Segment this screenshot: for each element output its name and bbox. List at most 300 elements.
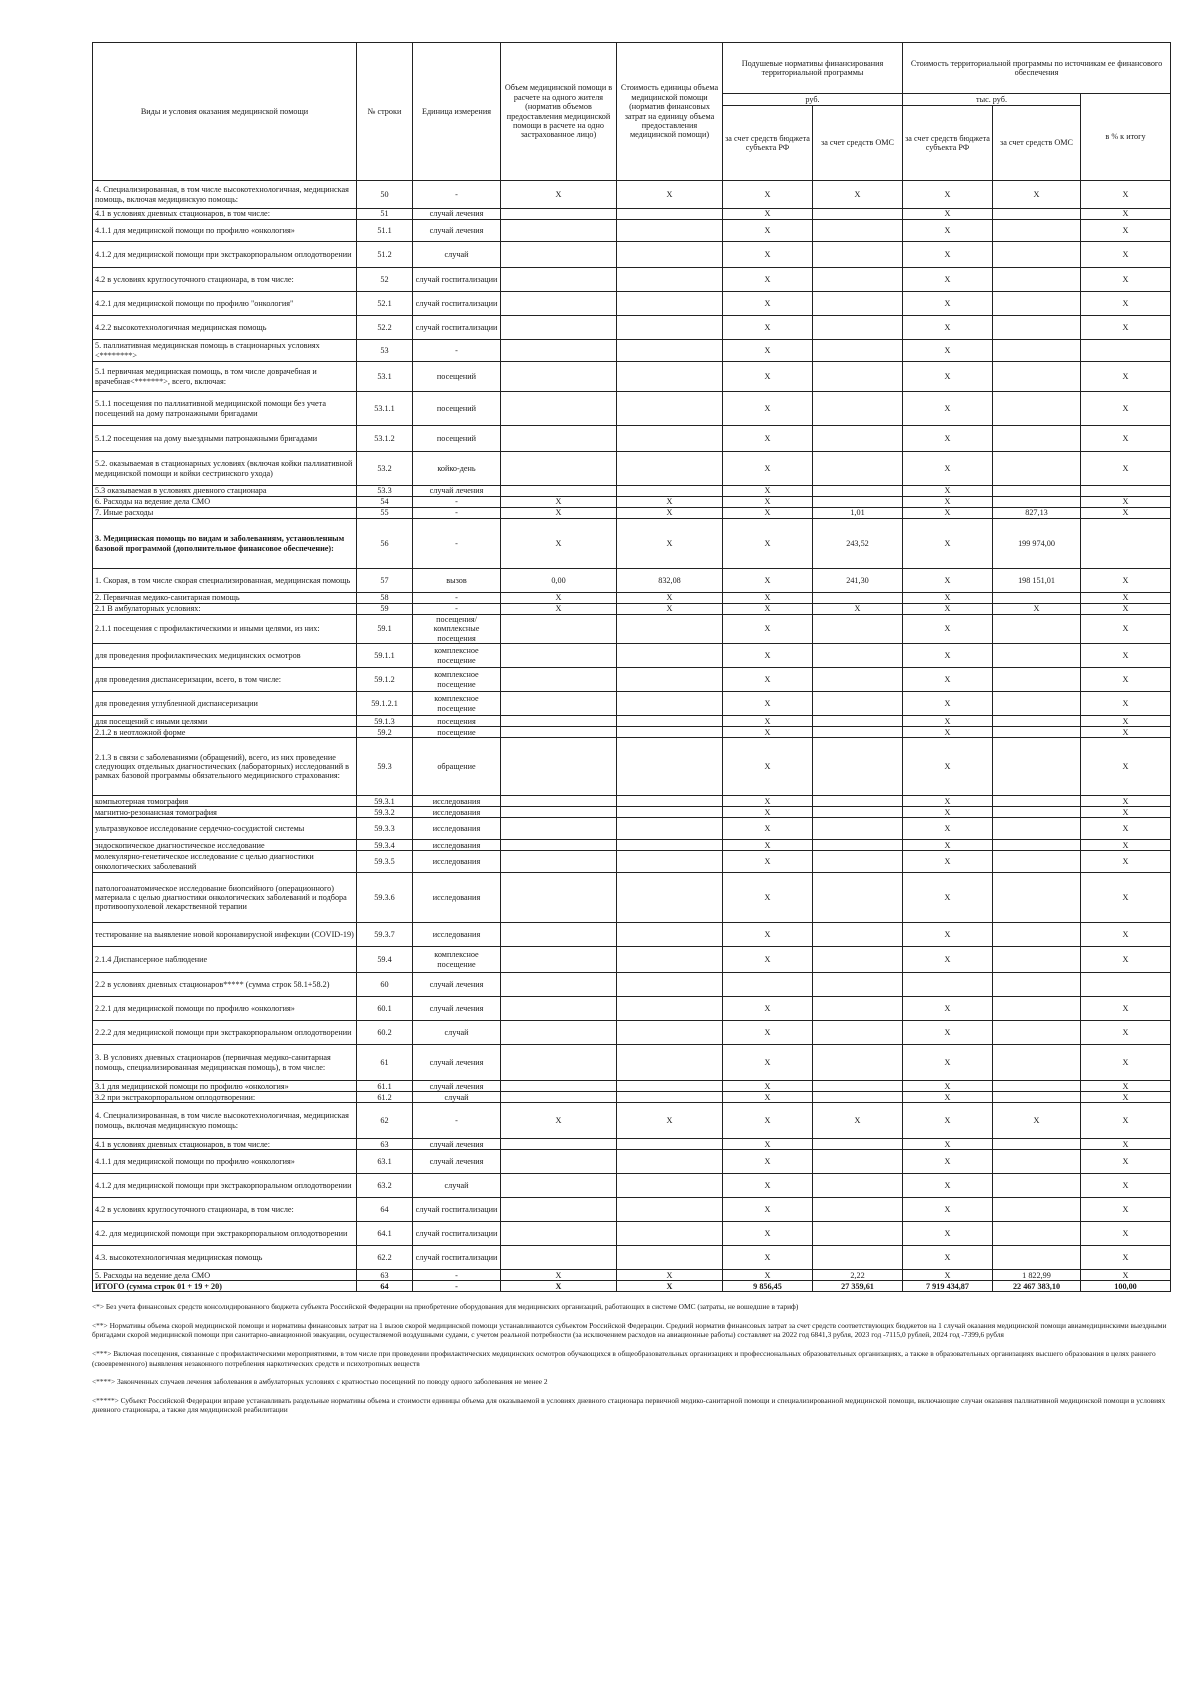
table-row [93,1270,1171,1281]
row-percent: X [1081,1150,1171,1174]
row-cost-oms [993,362,1081,392]
row-percent: X [1081,644,1171,668]
row-cost-budget: X [903,292,993,316]
row-cost-budget: X [903,923,993,947]
header-row-number: № строки [357,43,413,181]
row-norm-oms [813,426,903,452]
table-row [93,818,1171,840]
table-row [93,796,1171,807]
row-unit-cost [617,973,723,997]
row-unit-cost [617,727,723,738]
table-row [93,615,1171,644]
header-unit: Единица измерения [413,43,501,181]
row-unit-cost [617,668,723,692]
row-unit: - [413,508,501,519]
row-unit-cost [617,242,723,268]
row-unit-cost [617,362,723,392]
row-norm-budget: X [723,923,813,947]
row-norm-budget: X [723,668,813,692]
row-name: для проведения профилактических медицинских осмотров [93,644,357,668]
row-unit-cost: X [617,593,723,604]
row-percent: X [1081,807,1171,818]
row-unit: случай госпитализации [413,292,501,316]
row-cost-budget [903,973,993,997]
row-cost-oms [993,268,1081,292]
row-volume: X [501,497,617,508]
header-cost-oms: за счет средств ОМС [993,106,1081,181]
table-row [93,1174,1171,1198]
row-percent: X [1081,1045,1171,1081]
footnote: <*****> Субъект Российской Федерации вправе устанавливать раздельные нормативы объема и стоимости единицы объема для оказываемой в условиях дневного стационара первичной медико-санитарной помощи и специализированной медицинской помощи, включающие случаи оказания паллиативной медицинской помощи в условиях дневного стационара, а также для медицинской реабилитации [92,1395,1166,1415]
row-norm-oms [813,668,903,692]
row-number: 59.3.5 [357,851,413,873]
row-unit-cost [617,796,723,807]
row-name: 2.1.2 в неотложной форме [93,727,357,738]
row-name: для посещений с иными целями [93,716,357,727]
row-norm-budget: X [723,268,813,292]
row-number: 50 [357,181,413,209]
row-unit-cost: X [617,1281,723,1292]
row-cost-oms [993,392,1081,426]
row-unit-cost [617,807,723,818]
row-percent: X [1081,569,1171,593]
row-name: 7. Иные расходы [93,508,357,519]
row-unit: случай госпитализации [413,316,501,340]
row-unit-cost [617,1246,723,1270]
row-volume: X [501,508,617,519]
row-unit: случай лечения [413,997,501,1021]
row-cost-oms [993,486,1081,497]
row-number: 63 [357,1270,413,1281]
table-row [93,209,1171,220]
row-unit: вызов [413,569,501,593]
row-cost-budget: X [903,392,993,426]
row-volume [501,486,617,497]
row-number: 54 [357,497,413,508]
row-cost-oms [993,738,1081,796]
row-cost-oms [993,997,1081,1021]
row-name: 3. В условиях дневных стационаров (первичная медико-санитарная помощь, специализированная медицинская помощь), в том числе: [93,1045,357,1081]
row-norm-budget: X [723,242,813,268]
table-row [93,486,1171,497]
row-volume: X [501,1103,617,1139]
row-unit-cost [617,1092,723,1103]
row-number: 52 [357,268,413,292]
table-row [93,1092,1171,1103]
row-norm-oms [813,873,903,923]
row-cost-budget: X [903,316,993,340]
row-volume [501,1139,617,1150]
row-percent: X [1081,209,1171,220]
row-norm-budget: X [723,604,813,615]
footnote: <**> Нормативы объема скорой медицинской помощи и нормативы финансовых затрат на 1 вызов скорой медицинской помощи устанавливаются субъектом Российской Федерации. Средний норматив финансовых затрат за счет средств соответствующих бюджетов на 1 случай оказания медицинской помощи авиамедицинскими выездными бригадами скорой медицинской помощи при санитарно-авиационной эвакуации, осуществляемой воздушными судами, с учетом реальной потребности (за исключением расходов на авиационные работы) составляет на 2022 год 6841,3 рубля, 2023 год -7115,0 рублей, 2024 год -7399,6 рубля [92,1320,1167,1340]
row-name: 4.2.1 для медицинской помощи по профилю "онкология" [93,292,357,316]
row-norm-budget: X [723,807,813,818]
row-unit: случай госпитализации [413,1222,501,1246]
row-norm-budget: X [723,1270,813,1281]
row-norm-oms [813,1150,903,1174]
row-number: 51.1 [357,220,413,242]
row-percent: X [1081,796,1171,807]
row-number: 64.1 [357,1222,413,1246]
row-cost-budget: X [903,1139,993,1150]
row-norm-oms [813,716,903,727]
row-unit: случай лечения [413,220,501,242]
row-percent [1081,340,1171,362]
row-number: 59.3.6 [357,873,413,923]
table-row [93,392,1171,426]
row-cost-budget: X [903,1174,993,1198]
row-number: 60.1 [357,997,413,1021]
row-cost-budget: X [903,519,993,569]
row-volume [501,209,617,220]
row-norm-oms [813,593,903,604]
row-norm-budget: X [723,519,813,569]
row-cost-budget: X [903,242,993,268]
table-row [93,692,1171,716]
row-cost-budget: X [903,340,993,362]
row-name: 2.1.3 в связи с заболеваниями (обращений), всего, из них проведение следующих отдельных диагностических (лабораторных) исследований в рамках базовой программы обязательного медицинского страхования: [93,738,357,796]
row-percent: X [1081,604,1171,615]
row-number: 53.1.1 [357,392,413,426]
row-norm-budget: X [723,569,813,593]
row-norm-budget: X [723,452,813,486]
row-cost-budget: X [903,497,993,508]
row-name: 5.3 оказываемая в условиях дневного стационара [93,486,357,497]
row-percent: X [1081,452,1171,486]
row-unit: случай лечения [413,486,501,497]
row-cost-oms [993,873,1081,923]
row-norm-budget: X [723,644,813,668]
row-cost-oms [993,426,1081,452]
table-row [93,973,1171,997]
row-name: 5.2. оказываемая в стационарных условиях (включая койки паллиативной медицинской помощи и койки сестринского ухода) [93,452,357,486]
row-unit-cost: X [617,497,723,508]
row-name: 4.1.2 для медицинской помощи при экстракорпоральном оплодотворении [93,242,357,268]
row-norm-budget: X [723,209,813,220]
row-percent: X [1081,716,1171,727]
row-unit: исследования [413,796,501,807]
row-unit-cost [617,851,723,873]
row-name: 2.1.4 Диспансерное наблюдение [93,947,357,973]
row-unit: комплексное посещение [413,668,501,692]
row-volume [501,873,617,923]
row-cost-oms [993,1222,1081,1246]
row-cost-budget: X [903,209,993,220]
row-unit-cost: X [617,1270,723,1281]
row-cost-budget: X [903,851,993,873]
row-volume [501,1246,617,1270]
table-row [93,508,1171,519]
header-percent: в % к итогу [1081,94,1171,181]
row-norm-oms [813,1174,903,1198]
table-row [93,668,1171,692]
row-cost-oms [993,497,1081,508]
row-cost-oms [993,818,1081,840]
row-norm-oms: 241,30 [813,569,903,593]
row-percent: X [1081,268,1171,292]
row-unit-cost [617,1139,723,1150]
row-percent: X [1081,947,1171,973]
row-unit: исследования [413,818,501,840]
row-percent: X [1081,997,1171,1021]
row-cost-oms: X [993,181,1081,209]
row-norm-oms [813,1092,903,1103]
row-cost-oms [993,923,1081,947]
row-volume [501,615,617,644]
row-name: 2.1 В амбулаторных условиях: [93,604,357,615]
row-cost-budget: X [903,997,993,1021]
row-unit: исследования [413,923,501,947]
header-norm-budget: за счет средств бюджета субъекта РФ [723,106,813,181]
row-norm-oms [813,1081,903,1092]
row-volume [501,1045,617,1081]
row-number: 52.2 [357,316,413,340]
row-cost-budget: X [903,1222,993,1246]
financing-table [92,42,1171,1292]
row-cost-oms: 827,13 [993,508,1081,519]
row-cost-budget: X [903,426,993,452]
row-volume [501,692,617,716]
row-name: 5. паллиативная медицинская помощь в стационарных условиях <********> [93,340,357,362]
row-unit: случай [413,1021,501,1045]
row-cost-oms [993,1045,1081,1081]
row-norm-oms [813,851,903,873]
row-percent: X [1081,242,1171,268]
row-percent: X [1081,727,1171,738]
row-norm-budget: X [723,362,813,392]
row-norm-budget: X [723,1081,813,1092]
row-number: 59.1.3 [357,716,413,727]
row-percent: X [1081,615,1171,644]
table-row [93,1139,1171,1150]
row-number: 51 [357,209,413,220]
table-row [93,727,1171,738]
row-percent: X [1081,923,1171,947]
row-name: 2.2.2 для медицинской помощи при экстракорпоральном оплодотворении [93,1021,357,1045]
row-cost-budget: X [903,1270,993,1281]
row-norm-budget: X [723,426,813,452]
row-number: 63.1 [357,1150,413,1174]
row-name: 5.1.1 посещения по паллиативной медицинской помощи без учета посещений на дому патронажными бригадами [93,392,357,426]
row-cost-oms [993,716,1081,727]
table-row [93,593,1171,604]
row-cost-oms [993,452,1081,486]
row-cost-budget: X [903,873,993,923]
row-cost-budget: X [903,840,993,851]
row-norm-budget: X [723,1174,813,1198]
row-cost-budget: X [903,615,993,644]
row-norm-budget: X [723,738,813,796]
row-name: 4.1.1 для медицинской помощи по профилю «онкология» [93,1150,357,1174]
row-cost-oms [993,1092,1081,1103]
row-number: 61 [357,1045,413,1081]
row-number: 59.1.2 [357,668,413,692]
row-percent: X [1081,593,1171,604]
row-cost-budget: X [903,692,993,716]
row-cost-oms [993,593,1081,604]
header-unit-thousand-rub: тыс. руб. [903,94,1081,106]
row-volume [501,818,617,840]
row-number: 60.2 [357,1021,413,1045]
row-unit: - [413,604,501,615]
table-row [93,851,1171,873]
row-volume [501,1198,617,1222]
row-norm-budget: X [723,1092,813,1103]
row-norm-oms [813,316,903,340]
row-cost-oms [993,668,1081,692]
table-row [93,644,1171,668]
header-cost-budget: за счет средств бюджета субъекта РФ [903,106,993,181]
row-volume [501,973,617,997]
row-percent: X [1081,392,1171,426]
row-volume [501,738,617,796]
header-name: Виды и условия оказания медицинской помощи [93,43,357,181]
table-row [93,1103,1171,1139]
row-cost-budget: 7 919 434,87 [903,1281,993,1292]
row-cost-budget: X [903,738,993,796]
row-name: 1. Скорая, в том числе скорая специализированная, медицинская помощь [93,569,357,593]
table-row [93,362,1171,392]
row-volume [501,1021,617,1045]
row-volume [501,452,617,486]
row-cost-budget: X [903,796,993,807]
row-norm-oms [813,268,903,292]
row-volume [501,340,617,362]
row-number: 59.3.3 [357,818,413,840]
row-name: для проведения диспансеризации, всего, в том числе: [93,668,357,692]
table-row [93,1222,1171,1246]
row-volume [501,268,617,292]
row-number: 59.1.2.1 [357,692,413,716]
row-name: 2.2 в условиях дневных стационаров***** (сумма строк 58.1+58.2) [93,973,357,997]
row-cost-oms [993,220,1081,242]
footnote: <****> Законченных случаев лечения заболевания в амбулаторных условиях с кратностью посещений по поводу одного заболевания не менее 2 [92,1377,548,1387]
row-unit: комплексное посещение [413,692,501,716]
table-row [93,519,1171,569]
row-percent: X [1081,1198,1171,1222]
row-name: 4.2. для медицинской помощи при экстракорпоральном оплодотворении [93,1222,357,1246]
table-row [93,569,1171,593]
row-norm-oms [813,997,903,1021]
row-norm-budget: X [723,292,813,316]
footnote: <***> Включая посещения, связанные с профилактическими мероприятиями, в том числе при проведении профилактических медицинских осмотров обучающихся в общеобразовательных организациях и профессиональных образовательных организациях, а также в образовательных организациях высшего образования в целях раннего (своевременного) выявления незаконного потребления наркотических средств и психотропных веществ [92,1349,1156,1368]
row-name: 2.2.1 для медицинской помощи по профилю «онкология» [93,997,357,1021]
row-percent: X [1081,1270,1171,1281]
row-cost-budget: X [903,181,993,209]
row-norm-oms [813,840,903,851]
row-unit-cost [617,947,723,973]
row-volume [501,1150,617,1174]
row-cost-oms [993,727,1081,738]
row-cost-budget: X [903,452,993,486]
row-percent: X [1081,818,1171,840]
row-unit-cost [617,1222,723,1246]
row-unit: - [413,1103,501,1139]
row-unit-cost: X [617,1103,723,1139]
row-unit-cost [617,292,723,316]
row-norm-budget: X [723,1045,813,1081]
row-norm-budget: X [723,796,813,807]
row-volume [501,292,617,316]
row-cost-oms [993,1081,1081,1092]
row-unit-cost [617,615,723,644]
row-unit: - [413,593,501,604]
row-percent: X [1081,316,1171,340]
row-name: 4. Специализированная, в том числе высокотехнологичная, медицинская помощь, включая медицинскую помощь: [93,181,357,209]
row-norm-oms [813,392,903,426]
row-volume [501,1222,617,1246]
row-volume [501,840,617,851]
row-unit: случай [413,1174,501,1198]
row-volume [501,851,617,873]
row-norm-budget: X [723,692,813,716]
row-number: 59.1 [357,615,413,644]
row-norm-budget: X [723,873,813,923]
row-norm-oms [813,209,903,220]
row-norm-oms [813,1045,903,1081]
row-unit: случай [413,242,501,268]
row-percent: X [1081,1092,1171,1103]
row-number: 59.3.7 [357,923,413,947]
row-number: 53.1.2 [357,426,413,452]
table-row [93,1021,1171,1045]
row-norm-oms [813,973,903,997]
row-percent: X [1081,1174,1171,1198]
row-unit-cost [617,1174,723,1198]
footnote: <*> Без учета финансовых средств консолидированного бюджета субъекта Российской Федерации на приобретение оборудования для медицинских организаций, работающих в системе ОМС (затраты, не вошедшие в тариф) [92,1302,799,1312]
row-unit-cost [617,738,723,796]
row-number: 53.3 [357,486,413,497]
row-norm-budget: X [723,716,813,727]
row-number: 52.1 [357,292,413,316]
row-number: 62 [357,1103,413,1139]
row-volume: X [501,604,617,615]
row-unit-cost [617,1150,723,1174]
row-number: 61.2 [357,1092,413,1103]
document-page [92,42,1170,1424]
row-volume [501,1081,617,1092]
row-number: 64 [357,1198,413,1222]
row-unit-cost: X [617,181,723,209]
row-cost-budget: X [903,508,993,519]
row-volume: X [501,1270,617,1281]
table-row [93,181,1171,209]
row-unit: - [413,1270,501,1281]
row-cost-budget: X [903,1246,993,1270]
row-unit-cost [617,818,723,840]
row-cost-oms [993,316,1081,340]
row-norm-budget: X [723,818,813,840]
row-norm-oms [813,1021,903,1045]
row-unit-cost: 832,08 [617,569,723,593]
row-cost-budget: X [903,644,993,668]
row-norm-oms [813,1246,903,1270]
row-percent [1081,973,1171,997]
header-per-capita-norms: Подушевые нормативы финансирования территориальной программы [723,43,903,94]
row-cost-budget: X [903,569,993,593]
row-unit: случай лечения [413,1045,501,1081]
row-norm-budget: X [723,181,813,209]
row-name: 6. Расходы на ведение дела СМО [93,497,357,508]
row-norm-oms [813,818,903,840]
row-unit: койко-день [413,452,501,486]
row-number: 62.2 [357,1246,413,1270]
row-norm-budget: X [723,1139,813,1150]
row-name: 5.1.2 посещения на дому выездными патронажными бригадами [93,426,357,452]
row-percent: X [1081,1103,1171,1139]
row-cost-oms: X [993,604,1081,615]
